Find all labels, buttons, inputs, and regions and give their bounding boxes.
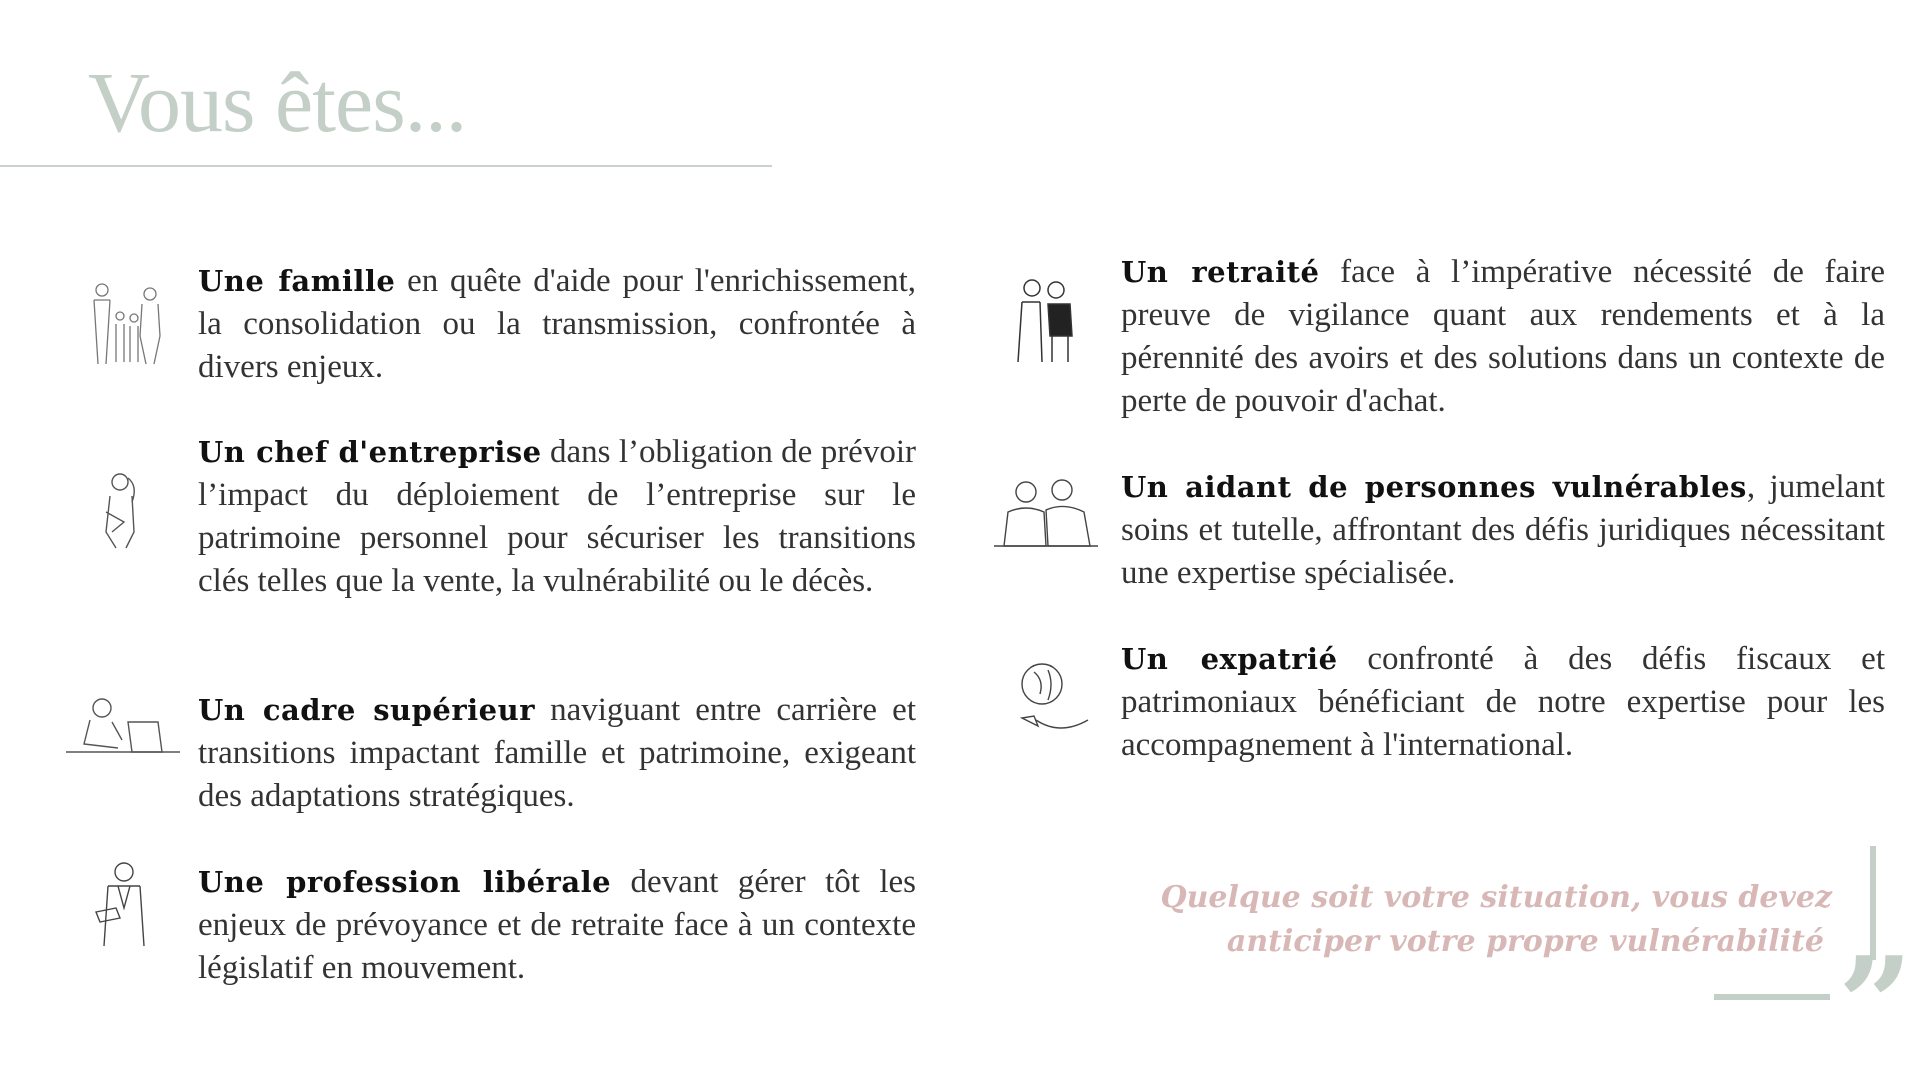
quote-line-2: anticiper votre propre vulnérabilité (1226, 924, 1824, 959)
globe-plane-icon (1004, 650, 1100, 746)
title-divider (0, 165, 772, 167)
professional-doctor-icon (76, 856, 172, 952)
executive-laptop-icon (62, 688, 184, 784)
item-description: naviguant entre carrière et transitions impactant famille et patrimoine, exigeant des adaptations stratégiques. (198, 692, 916, 814)
quote-horizontal-bar (1714, 994, 1830, 1000)
item-description: devant gérer tôt les enjeux de prévoyance et de retraite face à un contexte législatif en mouvement. (198, 864, 916, 986)
retired-couple-icon (998, 272, 1094, 368)
item-title: Un chef d'entreprise (198, 435, 542, 469)
item-description: face à l’impérative nécessité de faire preuve de vigilance quant aux rendements et à la pérennité des avoirs et des solutions dans un contexte de perte de pouvoir d'achat. (1121, 254, 1885, 419)
item-title: Une profession libérale (198, 865, 612, 899)
item-title: Une famille (198, 264, 396, 298)
item-title: Un expatrié (1121, 642, 1338, 676)
item-description: , jumelant soins et tutelle, affrontant des défis juridiques nécessitant une expertise spécialisée. (1121, 469, 1885, 591)
item-description: en quête d'aide pour l'enrichissement, la consolidation ou la transmission, confrontée à divers enjeux. (198, 263, 916, 385)
caregiver-icon (990, 466, 1102, 562)
page-title: Vous êtes... (88, 54, 467, 150)
closing-quote-icon: ” (1838, 928, 1913, 1081)
item-title: Un aidant de personnes vulnérables (1121, 470, 1747, 504)
quote-block (1112, 876, 1832, 964)
item-title: Un retraité (1121, 255, 1320, 289)
business-leader-icon (76, 462, 172, 558)
item-title: Un cadre supérieur (198, 693, 535, 727)
item-description: confronté à des défis fiscaux et patrimoniaux bénéficiant de notre expertise pour les accompagnement à l'international. (1121, 641, 1885, 763)
family-icon (76, 276, 172, 372)
quote-line-1: Quelque soit votre situation, vous devez (1160, 880, 1832, 915)
item-description: dans l’obligation de prévoir l’impact du déploiement de l’entreprise sur le patrimoine personnel pour sécuriser les transitions clés telles que la vente, la vulnérabilité ou le décès. (198, 434, 916, 599)
